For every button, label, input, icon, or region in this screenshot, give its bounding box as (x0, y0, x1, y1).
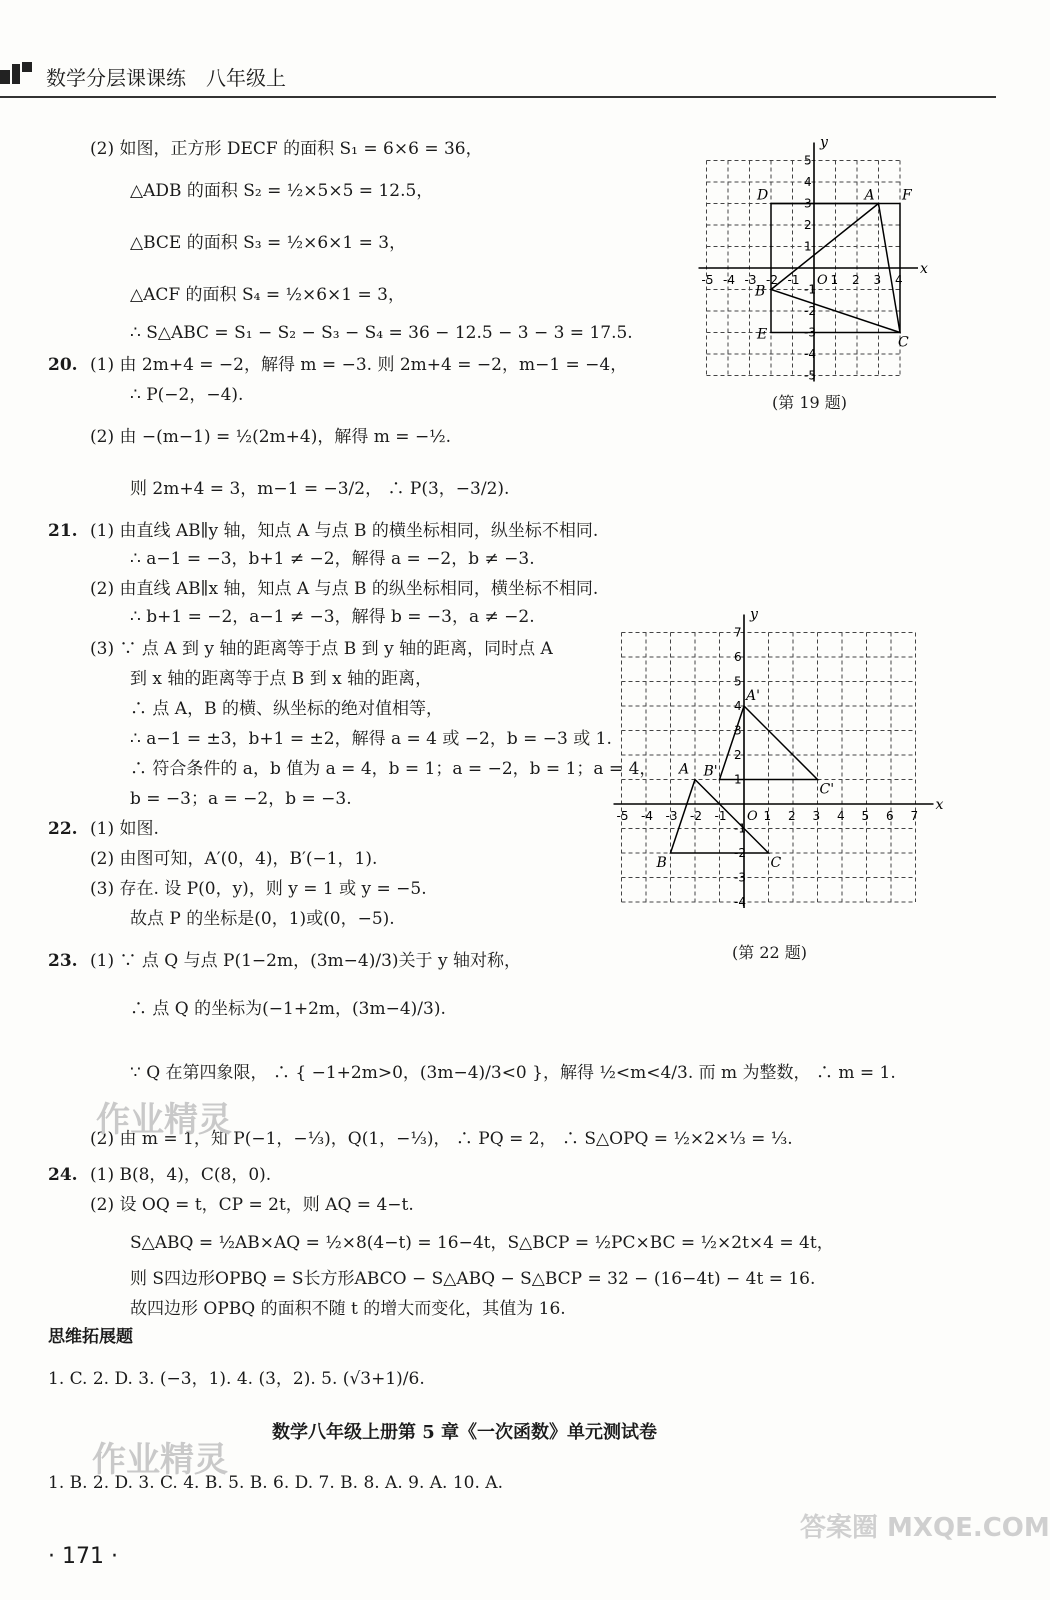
corner-logo: 答案圈 MXQE.COM (800, 1513, 1050, 1543)
svg-text:1: 1 (734, 772, 742, 787)
text-line: ∴ b+1 = −2，a−1 ≠ −3，解得 b = −3，a ≠ −2. (130, 607, 535, 627)
svg-text:2: 2 (852, 273, 860, 287)
svg-text:-4: -4 (723, 273, 735, 287)
svg-text:-3: -3 (665, 809, 678, 823)
header-grade: 八年级上 (206, 66, 286, 90)
svg-text:2: 2 (734, 748, 742, 762)
svg-text:-1: -1 (787, 273, 800, 287)
svg-text:C: C (770, 855, 782, 871)
text-line: ∴ 点 Q 的坐标为(−1+2m，(3m−4)/3). (130, 999, 446, 1019)
svg-text:y: y (750, 606, 758, 623)
text-line: ∴ S△ABC = S₁ − S₂ − S₃ − S₄ = 36 − 12.5 − 3 − 3 = 17.5. (130, 323, 633, 343)
svg-text:C': C' (819, 781, 835, 798)
svg-text:O: O (817, 273, 828, 288)
svg-text:-2: -2 (766, 273, 778, 287)
svg-text:4: 4 (895, 273, 903, 287)
text-line: (2) 由图可知，A′(0，4)，B′(−1，1). (90, 849, 378, 869)
text-line: (1) 由 2m+4 = −2，解得 m = −3. 则 2m+4 = −2，m−1 = −4， (90, 355, 628, 375)
svg-text:3: 3 (734, 723, 742, 738)
text-line: 24. (48, 1165, 78, 1185)
text-line: (2) 由直线 AB∥x 轴，知点 A 与点 B 的纵坐标相同，横坐标不相同. (90, 579, 599, 599)
text-line: S△ABQ = ½AB×AQ = ½×8(4−t) = 16−4t，S△BCP = ½PC×BC = ½×2t×4 = 4t， (130, 1233, 834, 1253)
svg-text:3: 3 (804, 196, 812, 211)
svg-text:4: 4 (804, 175, 812, 189)
figure-22 (608, 606, 948, 930)
svg-text:E: E (757, 326, 768, 343)
watermark-1: 作业精灵 (96, 1100, 232, 1140)
svg-text:-3: -3 (734, 870, 746, 885)
text-line: (2) 由 −(m−1) = ½(2m+4)，解得 m = −½. (90, 427, 452, 447)
text-line: (1) 由直线 AB∥y 轴，知点 A 与点 B 的横坐标相同，纵坐标不相同. (90, 521, 599, 541)
text-line: 故四边形 OPBQ 的面积不随 t 的增大而变化，其值为 16. (130, 1299, 566, 1319)
svg-text:A: A (864, 187, 875, 204)
svg-text:-5: -5 (616, 809, 629, 823)
text-line: △ADB 的面积 S₂ = ½×5×5 = 12.5， (130, 181, 434, 201)
text-line: 22. (48, 819, 78, 839)
svg-text:F: F (902, 187, 912, 204)
text-line: (2) 设 OQ = t，CP = 2t，则 AQ = 4−t. (90, 1195, 414, 1215)
svg-text:-5: -5 (804, 368, 816, 383)
svg-text:-3: -3 (804, 325, 816, 340)
text-line: 21. (48, 521, 78, 541)
svg-text:A': A' (746, 688, 760, 704)
text-line: 20. (48, 355, 78, 375)
header-rule (0, 96, 996, 98)
text-line: 思维拓展题 (48, 1327, 133, 1347)
text-line: (2) 如图，正方形 DECF 的面积 S₁ = 6×6 = 36， (90, 139, 483, 159)
svg-text:C: C (898, 334, 909, 351)
svg-text:1: 1 (830, 273, 839, 287)
text-line: 到 x 轴的距离等于点 B 到 x 轴的距离， (130, 669, 433, 689)
text-line: (3) 存在. 设 P(0，y)，则 y = 1 或 y = −5. (90, 879, 427, 899)
text-line: 则 S四边形OPBQ = S长方形ABCO − S△ABQ − S△BCP = 32 − (16−4t) − 4t = 16. (130, 1269, 816, 1289)
svg-text:3: 3 (873, 273, 882, 287)
svg-text:y: y (820, 134, 828, 151)
svg-text:-3: -3 (744, 273, 757, 287)
text-line: 23. (48, 951, 78, 971)
svg-text:5: 5 (861, 809, 870, 823)
svg-text:3: 3 (812, 809, 821, 823)
svg-text:x: x (935, 797, 944, 813)
svg-text:-2: -2 (734, 846, 746, 860)
header-title: 数学分层课课练 (46, 66, 186, 90)
figure-19 (696, 130, 946, 390)
text-line: 数学八年级上册第 5 章《一次函数》单元测试卷 (272, 1422, 658, 1443)
page-number: · 171 · (48, 1544, 118, 1569)
svg-text:5: 5 (734, 674, 742, 689)
svg-text:7: 7 (734, 625, 742, 640)
text-line: 故点 P 的坐标是(0，1)或(0，−5). (130, 909, 395, 929)
svg-text:-5: -5 (701, 273, 714, 287)
text-line: ∴ P(−2，−4). (130, 385, 244, 405)
svg-text:6: 6 (886, 809, 894, 823)
svg-text:O: O (747, 809, 758, 824)
text-line: (3) ∵ 点 A 到 y 轴的距离等于点 B 到 y 轴的距离，同时点 A (90, 639, 553, 659)
svg-text:x: x (920, 261, 928, 277)
svg-text:1: 1 (804, 239, 812, 254)
svg-text:-1: -1 (804, 282, 816, 297)
svg-text:7: 7 (910, 809, 919, 823)
svg-text:B: B (755, 283, 766, 300)
svg-text:-2: -2 (690, 809, 702, 823)
svg-text:2: 2 (788, 809, 796, 823)
svg-text:B': B' (703, 763, 718, 780)
text-line: △ACF 的面积 S₄ = ½×6×1 = 3， (130, 285, 405, 305)
text-line: 1. C. 2. D. 3. (−3，1). 4. (3，2). 5. (√3+1)/6. (48, 1369, 425, 1389)
svg-text:2: 2 (804, 218, 812, 232)
text-line: 1. B. 2. D. 3. C. 4. B. 5. B. 6. D. 7. B. 8. A. 9. A. 10. A. (48, 1473, 503, 1493)
svg-text:5: 5 (804, 153, 812, 168)
svg-text:-1: -1 (714, 809, 727, 823)
figure-22-graph (608, 606, 948, 930)
text-line: ∵ Q 在第四象限， ∴ { −1+2m>0，(3m−4)/3<0 }，解得 ½<m<4/3. 而 m 为整数， ∴ m = 1. (130, 1063, 896, 1083)
text-line: (1) ∵ 点 Q 与点 P(1−2m，(3m−4)/3)关于 y 轴对称， (90, 951, 521, 971)
text-line: ∴ a−1 = ±3，b+1 = ±2，解得 a = 4 或 −2，b = −3 或 1. (130, 729, 612, 749)
text-line: b = −3；a = −2，b = −3. (130, 789, 352, 809)
figure-19-graph (696, 130, 946, 390)
text-line: ∴ 符合条件的 a，b 值为 a = 4，b = 1；a = −2，b = 1；a = 4， (130, 759, 657, 779)
text-line: ∴ a−1 = −3，b+1 ≠ −2，解得 a = −2，b ≠ −3. (130, 549, 535, 569)
svg-text:4: 4 (734, 699, 742, 713)
svg-text:B: B (656, 855, 667, 871)
svg-text:-1: -1 (734, 821, 746, 836)
svg-text:-4: -4 (804, 347, 816, 361)
svg-text:-4: -4 (641, 809, 653, 823)
svg-text:4: 4 (837, 809, 845, 823)
text-line: (1) B(8，4)，C(8，0). (90, 1165, 272, 1185)
text-line: ∴ 点 A，B 的横、纵坐标的绝对值相等， (130, 699, 443, 719)
svg-text:1: 1 (763, 809, 772, 823)
header-logo-icon (0, 62, 36, 90)
svg-text:-2: -2 (804, 304, 816, 318)
figure-19-caption: (第 19 题) (772, 393, 848, 412)
watermark-2: 作业精灵 (92, 1440, 228, 1480)
svg-text:-4: -4 (734, 895, 746, 909)
text-line: (2) 由 m = 1，知 P(−1，−⅓)，Q(1，−⅓)， ∴ PQ = 2， ∴ S△OPQ = ½×2×⅓ = ⅓. (90, 1129, 793, 1149)
text-line: (1) 如图. (90, 819, 159, 839)
svg-text:6: 6 (734, 650, 742, 664)
figure-22-caption: (第 22 题) (732, 943, 808, 962)
svg-text:D: D (757, 187, 769, 204)
text-line: △BCE 的面积 S₃ = ½×6×1 = 3， (130, 233, 407, 253)
text-line: 则 2m+4 = 3，m−1 = −3/2， ∴ P(3，−3/2). (130, 479, 510, 499)
svg-text:A: A (679, 761, 690, 778)
